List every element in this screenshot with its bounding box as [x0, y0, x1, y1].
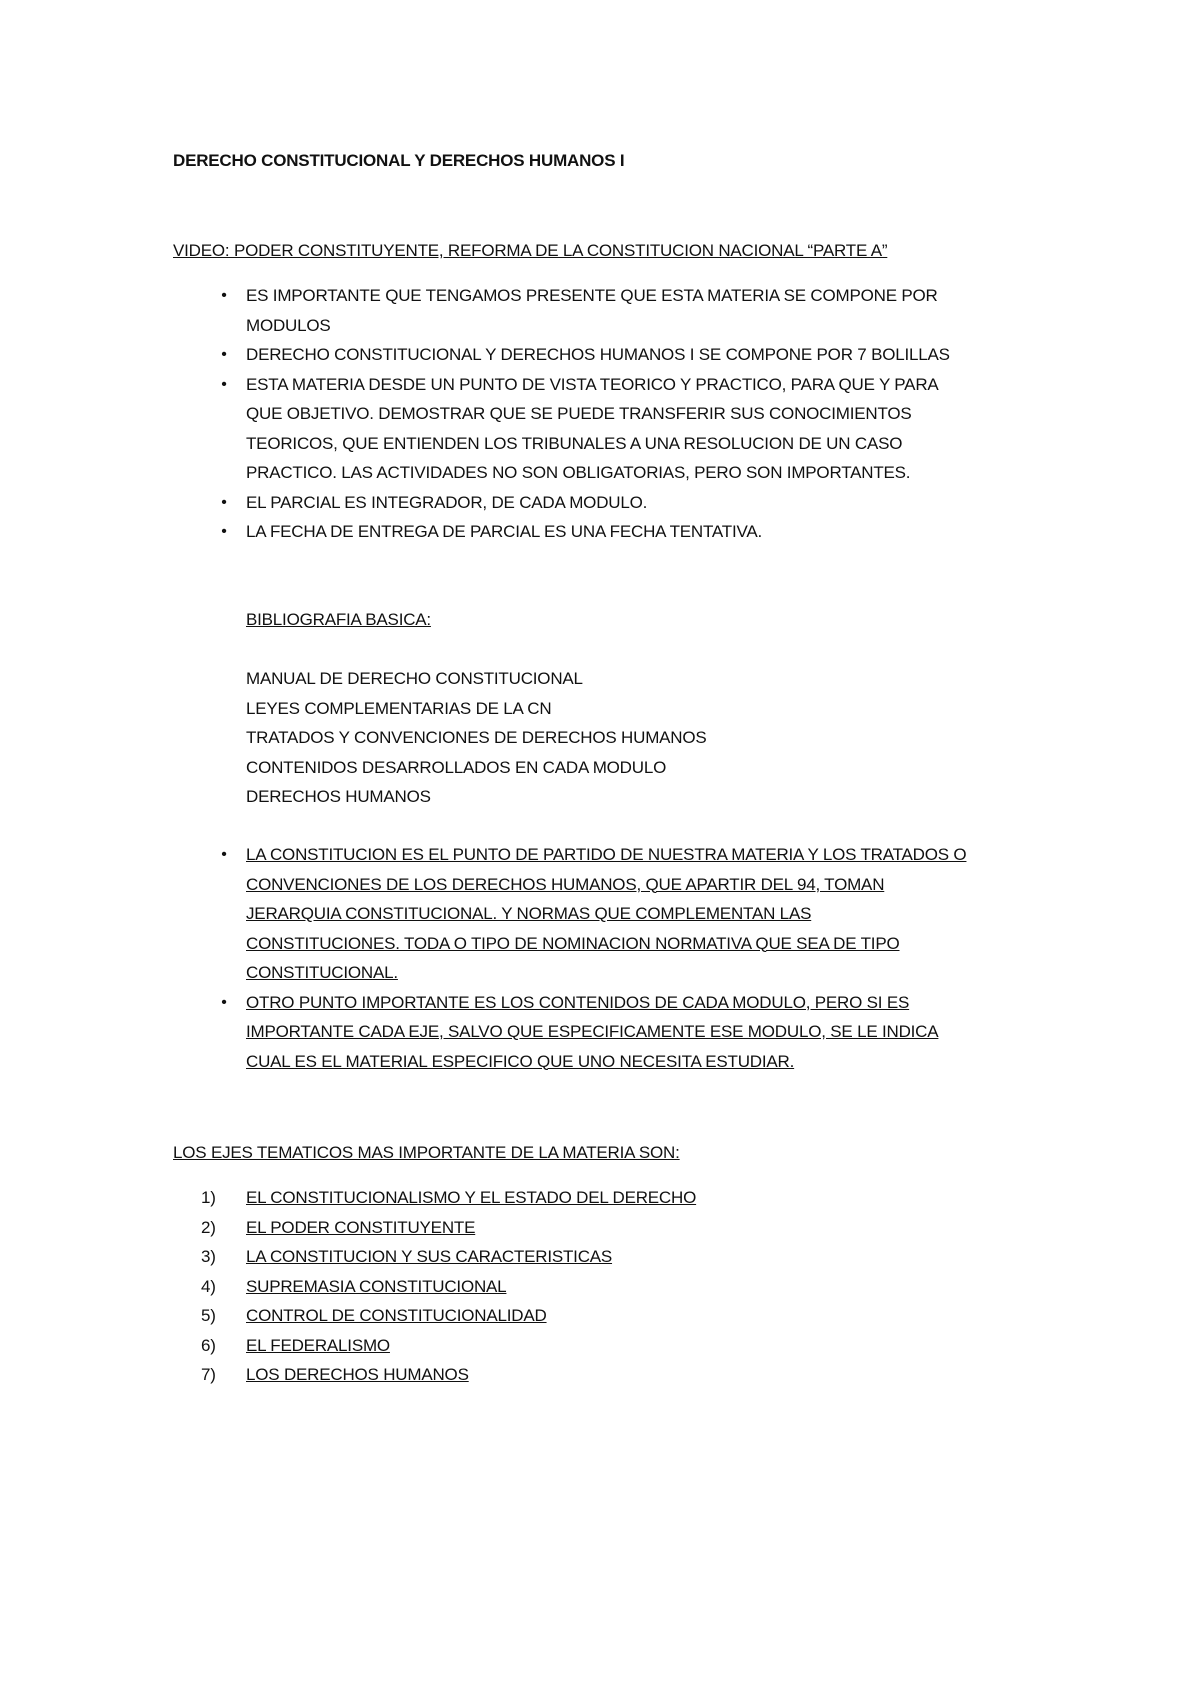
bibliography-item: MANUAL DE DERECHO CONSTITUCIONAL	[246, 669, 583, 688]
list-item	[173, 281, 1073, 340]
bullet-icon: •	[221, 993, 227, 1011]
ejes-heading: LOS EJES TEMATICOS MAS IMPORTANTE DE LA MATERIA SON:	[173, 1143, 680, 1162]
item-number: 3)	[201, 1247, 216, 1266]
list-item-line: IMPORTANTE CADA EJE, SALVO QUE ESPECIFICAMENTE ESE MODULO, SE LE INDICA	[246, 1022, 939, 1041]
document-title: DERECHO CONSTITUCIONAL Y DERECHOS HUMANOS I	[173, 151, 625, 170]
list-item	[173, 1183, 1073, 1213]
list-item-text: CONTROL DE CONSTITUCIONALIDAD	[246, 1306, 547, 1325]
underlined-bullet-list	[173, 840, 1073, 1076]
list-item	[173, 1213, 1073, 1243]
list-item-line: CONSTITUCIONAL.	[246, 963, 398, 982]
item-number: 4)	[201, 1276, 216, 1296]
bibliography-heading: BIBLIOGRAFIA BASICA:	[246, 610, 431, 629]
list-item-line: EL PARCIAL ES INTEGRADOR, DE CADA MODULO.	[246, 492, 648, 512]
list-item-text: LOS DERECHOS HUMANOS	[246, 1365, 469, 1384]
list-item	[173, 840, 1073, 988]
item-number: 7)	[201, 1365, 216, 1384]
video-heading: VIDEO: PODER CONSTITUYENTE, REFORMA DE LA CONSTITUCION NACIONAL “PARTE A”	[173, 241, 888, 260]
bullet-icon: •	[221, 375, 227, 393]
list-item	[173, 370, 1073, 488]
item-number: 6)	[201, 1335, 216, 1355]
list-item-line: QUE OBJETIVO. DEMOSTRAR QUE SE PUEDE TRANSFERIR SUS CONOCIMIENTOS	[246, 404, 912, 423]
list-item	[173, 1331, 1073, 1361]
list-item-line: ES IMPORTANTE QUE TENGAMOS PRESENTE QUE ESTA MATERIA SE COMPONE POR	[246, 286, 938, 305]
list-item-text: EL FEDERALISMO	[246, 1335, 390, 1355]
list-item-line: MODULOS	[246, 315, 331, 335]
list-item	[173, 1242, 1073, 1272]
list-item-line: LA CONSTITUCION ES EL PUNTO DE PARTIDO DE NUESTRA MATERIA Y LOS TRATADOS O	[246, 845, 967, 864]
ejes-numbered-list	[173, 1183, 1073, 1390]
list-item-text: EL CONSTITUCIONALISMO Y EL ESTADO DEL DERECHO	[246, 1188, 697, 1207]
bullet-icon: •	[221, 346, 227, 363]
list-item-line: CONSTITUCIONES. TODA O TIPO DE NOMINACION NORMATIVA QUE SEA DE TIPO	[246, 933, 900, 953]
item-number: 1)	[201, 1188, 216, 1207]
list-item	[173, 517, 1073, 547]
list-item-line: OTRO PUNTO IMPORTANTE ES LOS CONTENIDOS DE CADA MODULO, PERO SI ES	[246, 992, 910, 1012]
bullet-icon: •	[221, 287, 227, 304]
list-item	[173, 1301, 1073, 1331]
list-item-line: TEORICOS, QUE ENTIENDEN LOS TRIBUNALES A UNA RESOLUCION DE UN CASO	[246, 433, 903, 453]
list-item-text: EL PODER CONSTITUYENTE	[246, 1217, 476, 1237]
list-item	[173, 488, 1073, 518]
list-item	[173, 340, 1073, 370]
bullet-icon: •	[221, 846, 227, 863]
item-number: 5)	[201, 1306, 216, 1325]
item-number: 2)	[201, 1217, 216, 1237]
list-item-text: LA CONSTITUCION Y SUS CARACTERISTICAS	[246, 1247, 613, 1266]
bibliography-item: LEYES COMPLEMENTARIAS DE LA CN	[246, 698, 552, 718]
bibliography-item: DERECHOS HUMANOS	[246, 787, 431, 806]
bullet-icon: •	[221, 523, 227, 540]
list-item-text: SUPREMASIA CONSTITUCIONAL	[246, 1276, 507, 1296]
bibliography-item: TRATADOS Y CONVENCIONES DE DERECHOS HUMANOS	[246, 728, 707, 747]
bibliography-list	[246, 664, 707, 812]
list-item-line: ESTA MATERIA DESDE UN PUNTO DE VISTA TEORICO Y PRACTICO, PARA QUE Y PARA	[246, 374, 939, 394]
list-item	[173, 988, 1073, 1077]
list-item-line: JERARQUIA CONSTITUCIONAL. Y NORMAS QUE COMPLEMENTAN LAS	[246, 904, 812, 923]
list-item-line: CONVENCIONES DE LOS DERECHOS HUMANOS, QUE APARTIR DEL 94, TOMAN	[246, 874, 885, 894]
bullet-icon: •	[221, 493, 227, 511]
list-item-line: LA FECHA DE ENTREGA DE PARCIAL ES UNA FECHA TENTATIVA.	[246, 522, 763, 541]
list-item-line: DERECHO CONSTITUCIONAL Y DERECHOS HUMANOS I SE COMPONE POR 7 BOLILLAS	[246, 345, 950, 364]
list-item-line: PRACTICO. LAS ACTIVIDADES NO SON OBLIGATORIAS, PERO SON IMPORTANTES.	[246, 463, 911, 482]
intro-bullet-list	[173, 281, 1073, 547]
bibliography-item: CONTENIDOS DESARROLLADOS EN CADA MODULO	[246, 757, 667, 777]
list-item	[173, 1272, 1073, 1302]
list-item	[173, 1360, 1073, 1390]
list-item-line: CUAL ES EL MATERIAL ESPECIFICO QUE UNO NECESITA ESTUDIAR.	[246, 1051, 795, 1071]
